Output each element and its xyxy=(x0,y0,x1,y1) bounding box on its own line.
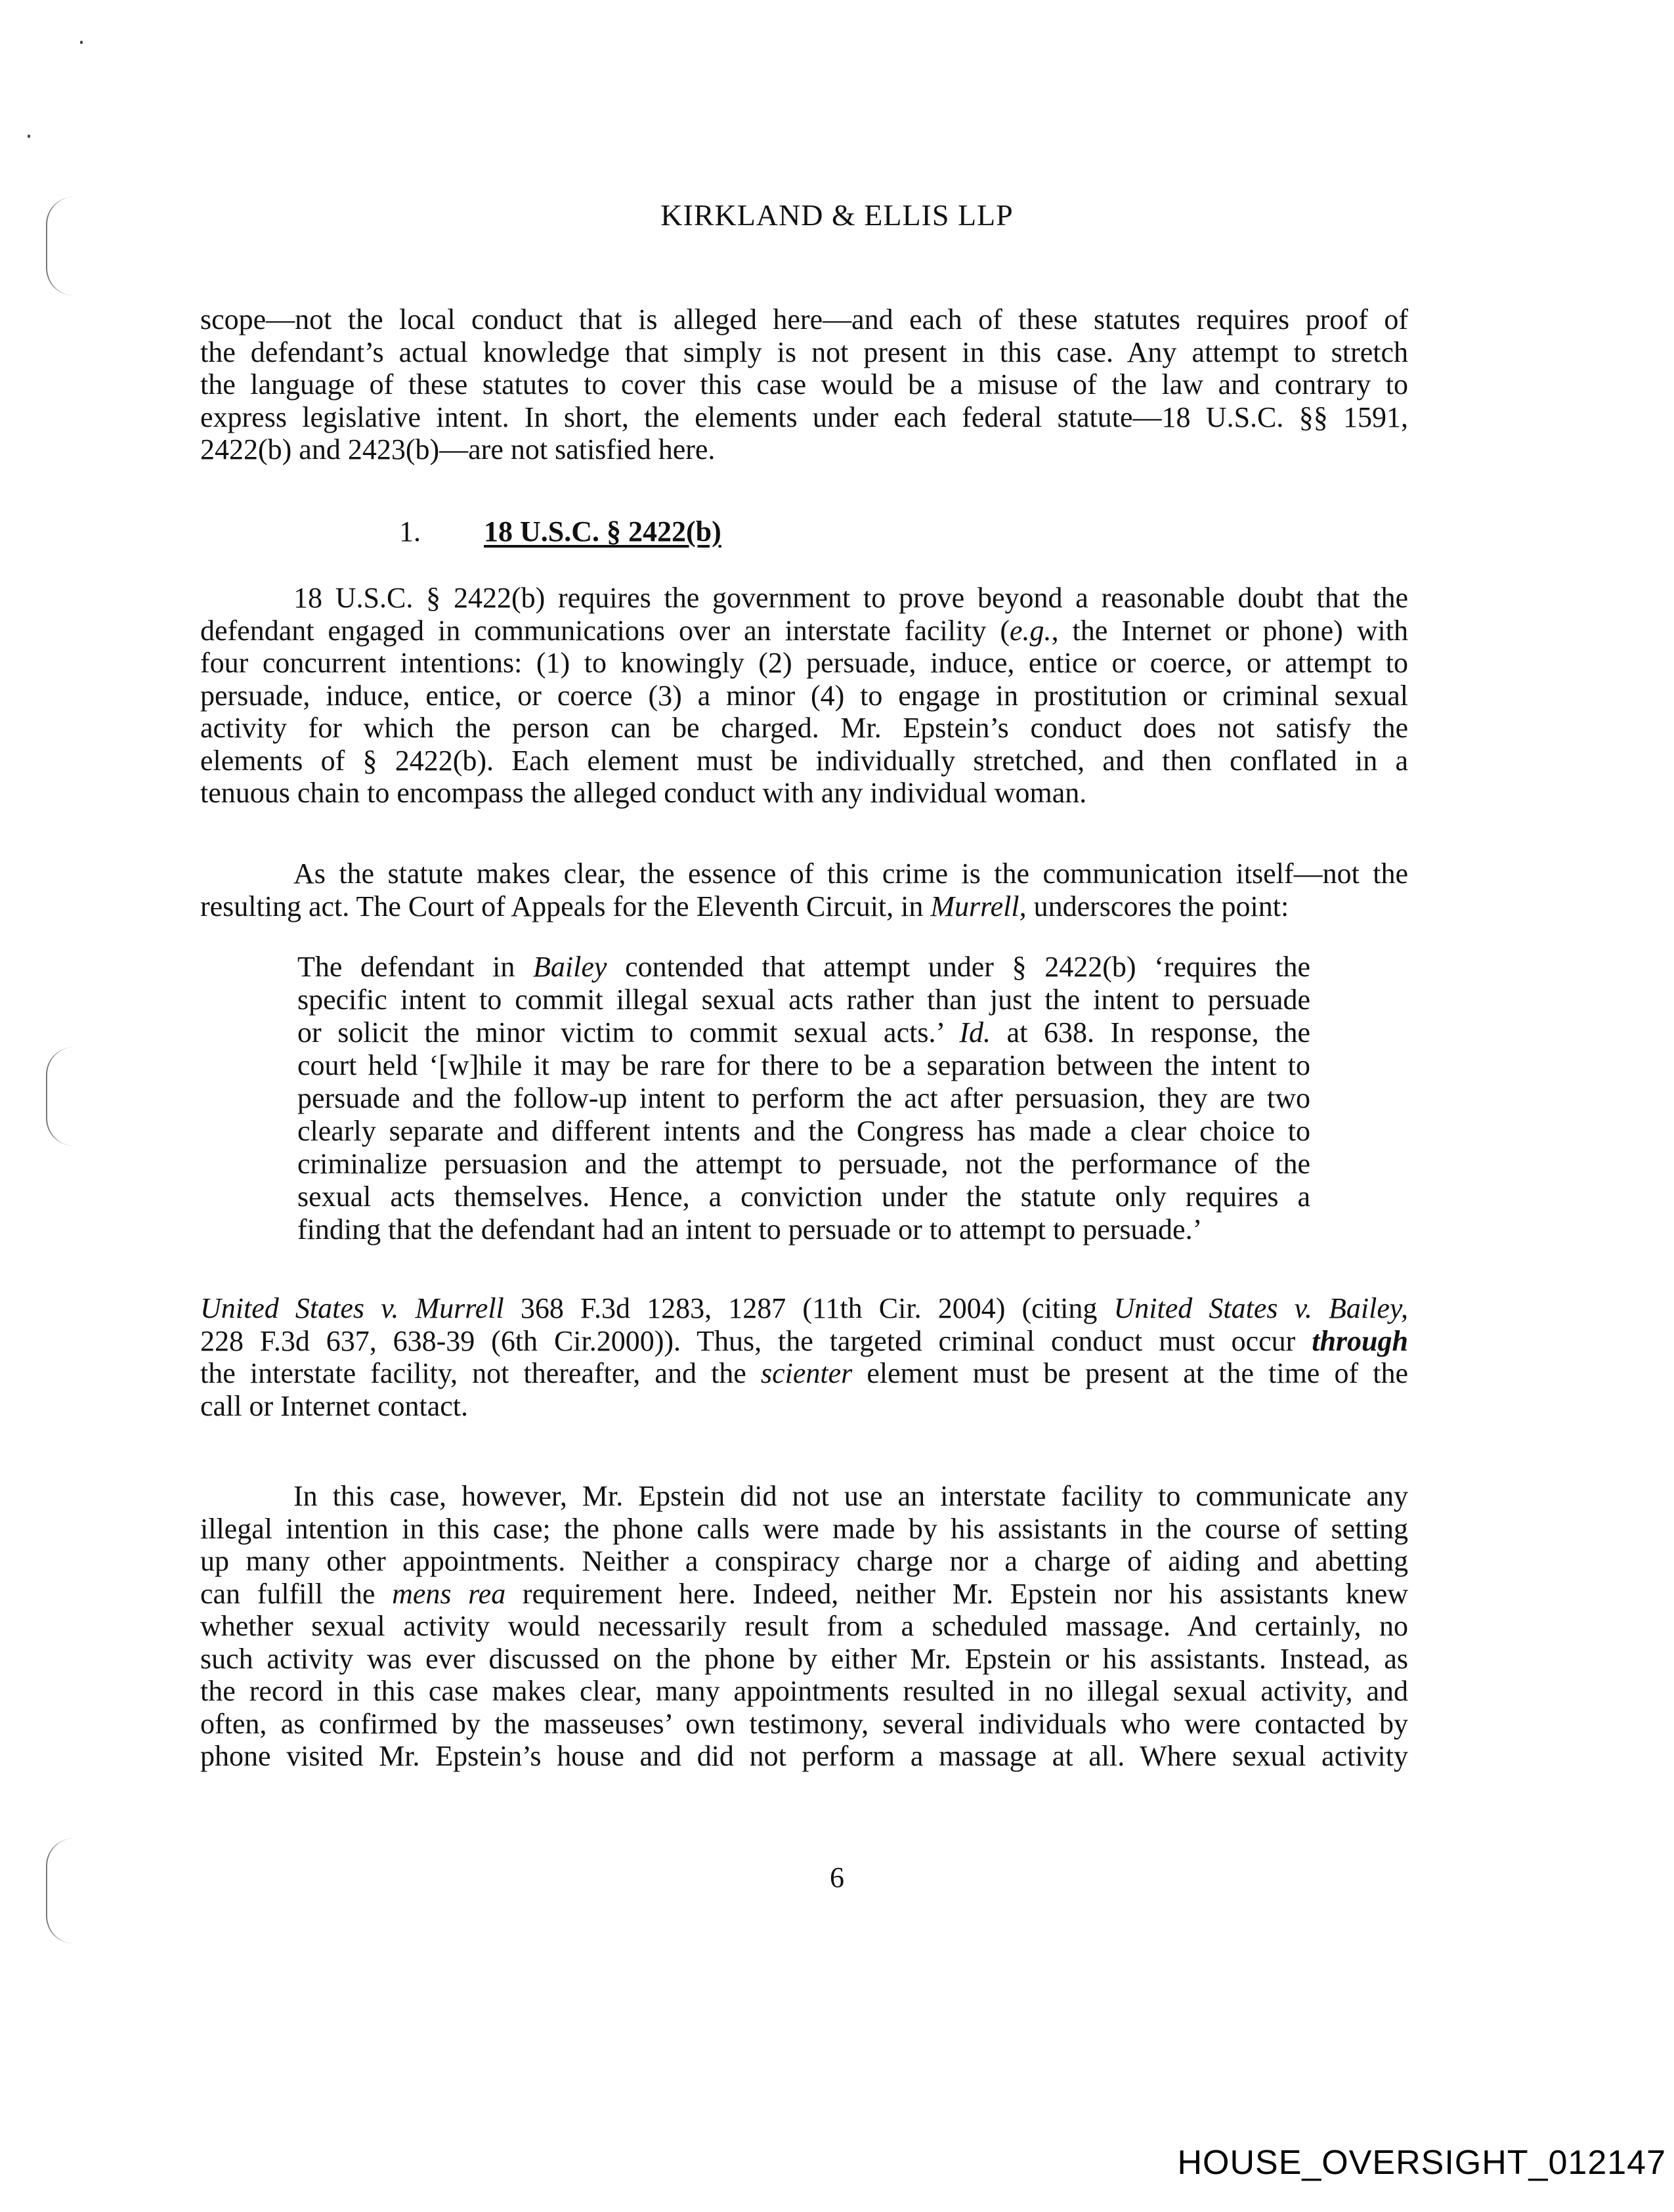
case-name-italic: United States v. Murrell xyxy=(200,1292,504,1324)
text-line xyxy=(297,951,1310,984)
text-run: can fulfill the xyxy=(200,1577,393,1610)
text-line xyxy=(200,1325,1408,1358)
text-run: resulting act. The Court of Appeals for the Eleventh Circuit, in xyxy=(200,890,931,922)
text-line: the language of these statutes to cover this case would be a misuse of the law and contrary to xyxy=(200,368,1408,401)
section-number: 1. xyxy=(399,515,421,548)
letterhead: KIRKLAND & ELLIS LLP xyxy=(660,198,1014,232)
text-run: the interstate facility, not thereafter, and the xyxy=(200,1357,761,1389)
text-line: phone visited Mr. Epstein’s house and did not perform a massage at all. Where sexual activity xyxy=(200,1740,1408,1772)
text-run: at 638. In response, the xyxy=(991,1016,1310,1049)
text-line: criminalize persuasion and the attempt to persuade, not the performance of the xyxy=(297,1148,1310,1180)
text-line: up many other appointments. Neither a conspiracy charge nor a charge of aiding and abetting xyxy=(200,1545,1408,1577)
paragraph-statute-elements xyxy=(200,582,1408,810)
text-line: express legislative intent. In short, the elements under each federal statute—18 U.S.C. §§ 1591, xyxy=(200,401,1408,433)
text-line: persuade and the follow-up intent to perform the act after persuasion, they are two xyxy=(297,1082,1310,1114)
paragraph-citation xyxy=(200,1292,1408,1422)
text-line: activity for which the person can be charged. Mr. Epstein’s conduct does not satisfy the xyxy=(200,712,1408,744)
text-line: such activity was ever discussed on the phone by either Mr. Epstein or his assistants. Instead, as xyxy=(200,1642,1408,1675)
text-line: whether sexual activity would necessarily result from a scheduled massage. And certainly, no xyxy=(200,1610,1408,1642)
text-line: In this case, however, Mr. Epstein did not use an interstate facility to communicate any xyxy=(293,1480,1408,1512)
text-line xyxy=(297,1016,1310,1049)
text-line: often, as confirmed by the masseuses’ own testimony, several individuals who were contacted by xyxy=(200,1707,1408,1740)
text-line: court held ‘[w]hile it may be rare for there to be a separation between the intent to xyxy=(297,1049,1310,1081)
text-run: defendant engaged in communications over an interstate facility ( xyxy=(200,614,1010,647)
case-name-italic: United States v. Bailey, xyxy=(1113,1292,1409,1324)
text-line xyxy=(200,1578,1408,1611)
text-line: persuade, induce, entice, or coerce (3) a minor (4) to engage in prostitution or criminal sexual xyxy=(200,679,1408,712)
text-run: element must be present at the time of the xyxy=(852,1357,1408,1389)
paragraph-murrell-intro xyxy=(200,857,1408,922)
text-run: or solicit the minor victim to commit sexual acts.’ xyxy=(297,1016,960,1049)
text-line: sexual acts themselves. Hence, a conviction under the statute only requires a xyxy=(297,1181,1310,1213)
block-quote xyxy=(297,951,1310,1246)
text-line xyxy=(200,890,1408,923)
text-line: 18 U.S.C. § 2422(b) requires the government to prove beyond a reasonable doubt that the xyxy=(293,582,1408,614)
id-italic: Id. xyxy=(959,1016,991,1049)
text-line: illegal intention in this case; the phone calls were made by his assistants in the course of setting xyxy=(200,1512,1408,1545)
text-line: four concurrent intentions: (1) to knowingly (2) persuade, induce, entice or coerce, or attempt to xyxy=(200,647,1408,679)
text-line: call or Internet contact. xyxy=(200,1389,469,1422)
text-line: As the statute makes clear, the essence of this crime is the communication itself—not the xyxy=(293,857,1408,890)
paragraph-continuation xyxy=(200,303,1408,466)
page-number: 6 xyxy=(830,1861,844,1894)
text-line: the record in this case makes clear, many appointments resulted in no illegal sexual activity, and xyxy=(200,1675,1408,1707)
case-name-italic: Bailey xyxy=(533,951,607,983)
text-line xyxy=(200,1292,1408,1325)
text-line: 2422(b) and 2423(b)—are not satisfied here. xyxy=(200,433,716,466)
text-line xyxy=(200,615,1408,647)
text-run: underscores the point: xyxy=(1026,890,1289,922)
term-italic: mens rea xyxy=(392,1577,506,1610)
text-run: 368 F.3d 1283, 1287 (11th Cir. 2004) (citing xyxy=(504,1292,1114,1324)
text-run: The defendant in xyxy=(297,951,534,983)
hole-punch-shadow-middle xyxy=(46,1047,74,1146)
text-run: requirement here. Indeed, neither Mr. Epstein nor his assistants knew xyxy=(505,1577,1409,1610)
text-line: elements of § 2422(b). Each element must be individually stretched, and then conflated in a xyxy=(200,744,1408,777)
text-run: 228 F.3d 637, 638-39 (6th Cir.2000)). Thus, the targeted criminal conduct must occur xyxy=(200,1324,1312,1357)
italic-run: e.g. xyxy=(1010,614,1052,647)
bates-number: HOUSE_OVERSIGHT_012147 xyxy=(1177,2144,1666,2182)
emphasis-bold-italic: through xyxy=(1312,1324,1408,1357)
text-line: scope—not the local conduct that is alleged here—and each of these statutes requires proof of xyxy=(200,303,1408,336)
text-line: tenuous chain to encompass the alleged conduct with any individual woman. xyxy=(200,777,1087,809)
case-name-italic: Murrell, xyxy=(930,890,1027,922)
text-line: clearly separate and different intents and the Congress has made a clear choice to xyxy=(297,1115,1310,1147)
text-run: contended that attempt under § 2422(b) ‘requires the xyxy=(607,951,1310,983)
text-line: finding that the defendant had an intent to persuade or to attempt to persuade.’ xyxy=(297,1213,1203,1246)
paragraph-application xyxy=(200,1480,1408,1773)
scan-speck xyxy=(80,41,83,44)
section-title: 18 U.S.C. § 2422(b) xyxy=(484,515,721,548)
text-line xyxy=(200,1357,1408,1390)
text-run: , the Internet or phone) with xyxy=(1051,614,1408,647)
term-italic: scienter xyxy=(760,1357,853,1389)
scan-speck xyxy=(28,135,30,138)
text-line: specific intent to commit illegal sexual acts rather than just the intent to persuade xyxy=(297,984,1310,1016)
text-line: the defendant’s actual knowledge that simply is not present in this case. Any attempt to stretch xyxy=(200,336,1408,368)
